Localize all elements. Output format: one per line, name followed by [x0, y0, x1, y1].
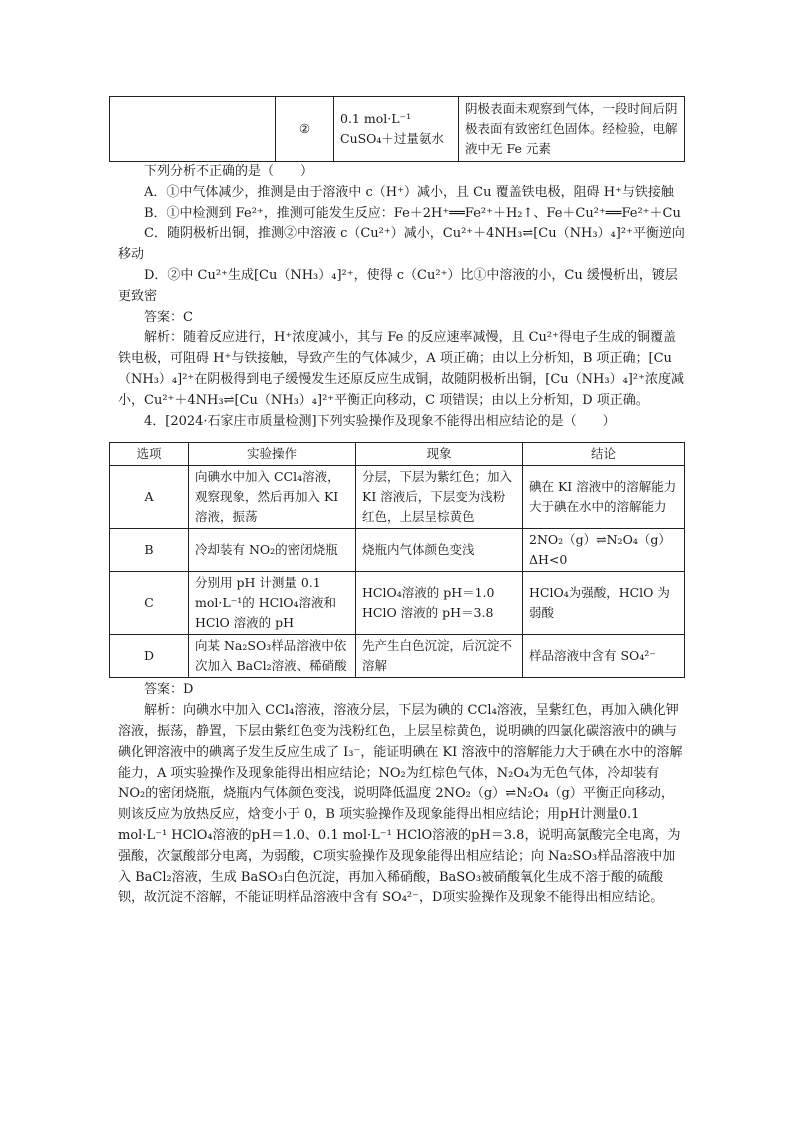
analysis: 解析：向碘水中加入 CCl₄溶液，溶液分层，下层为碘的 CCl₄溶液，呈紫红色，再加入碘化钾溶液，振荡，静置，下层由紫红色变为浅粉红色，上层呈棕黄色，说明碘的四氯化碳溶液中的碘与碘化钾溶液中的碘离子发生反应生成了 I₃⁻，能证明碘在 KI 溶液中的溶解能力大于碘在水中的溶解能力，A 项实验操作及现象能得出相应结论；NO₂为红棕色气体，N₂O₄为无色气体，冷却装有 NO₂的密闭烧瓶，烧瓶内气体颜色变浅，说明降低温度 2NO₂（g）⇌N₂O₄（g）平衡正向移动，则该反应为放热反应，焓变小于 0，B 项实验操作及现象能得出相应结论；用pH计测量0.1 mol·L⁻¹ HClO₄溶液的pH＝1.0、0.1 mol·L⁻¹ HClO溶液的pH＝3.8，说明高氯酸完全电离，为强酸，次氯酸部分电离，为弱酸，C项实验操作及现象能得出相应结论；向 Na₂SO₃样品溶液中加入 BaCl₂溶液，生成 BaSO₃白色沉淀，再加入稀硝酸，BaSO₃被硝酸氧化生成不溶于酸的硫酸钡，故沉淀不溶解，不能证明样品溶液中含有 SO₄²⁻，D项实验操作及现象不能得出相应结论。 — [118, 703, 683, 906]
electrolysis-table-continued — [109, 96, 685, 162]
table-cell: 分层，下层为紫红色；加入 KI 溶液后，下层变为浅粉红色，上层呈棕黄色 — [356, 466, 523, 529]
analysis: 解析：随着反应进行，H⁺浓度减小，其与 Fe 的反应速率减慢，且 Cu²⁺得电子生成的铜覆盖铁电极，可阻碍 H⁺与铁接触，导致产生的气体减少，A 项正确；由以上分析知，B 项正确；[Cu（NH₃）₄]²⁺在阴极得到电子缓慢发生还原反应生成铜，故随阴极析出铜，[Cu（NH₃）₄]²⁺浓度减小，Cu²⁺＋4NH₃⇌[Cu（NH₃）₄]²⁺平衡正向移动，C 项错误；由以上分析知，D 项正确。 — [118, 330, 684, 408]
column-header: 结论 — [523, 443, 685, 466]
table-row — [110, 635, 685, 678]
option-b: B．①中检测到 Fe²⁺，推测可能发生反应：Fe＋2H⁺══Fe²⁺＋H₂↑、Fe＋Cu²⁺══Fe²⁺＋Cu — [144, 205, 681, 221]
question-stem: 下列分析不正确的是（ ） — [144, 164, 314, 179]
answer: 答案：D — [144, 682, 194, 698]
table-cell: 碘在 KI 溶液中的溶解能力大于碘在水中的溶解能力 — [523, 466, 685, 529]
question-stem: 4．[2024·石家庄市质量检测]下列实验操作及现象不能得出相应结论的是（ ） — [144, 413, 616, 429]
table-row — [110, 97, 685, 162]
option-d: D．②中 Cu²⁺生成[Cu（NH₃）₄]²⁺，使得 c（Cu²⁺）比①中溶液的小，Cu 缓慢析出，镀层更致密 — [118, 267, 678, 304]
table-cell: 向某 Na₂SO₃样品溶液中依次加入 BaCl₂溶液、稀硝酸 — [189, 635, 356, 678]
table-cell: A — [110, 466, 189, 529]
table-cell: 烧瓶内气体颜色变浅 — [356, 529, 523, 572]
experiment-table — [109, 442, 685, 678]
table-cell: 冷却装有 NO₂的密闭烧瓶 — [189, 529, 356, 572]
table-cell: 2NO₂（g）⇌N₂O₄（g） ΔH<0 — [523, 529, 685, 572]
table-cell: ② — [276, 97, 334, 162]
column-header: 实验操作 — [189, 443, 356, 466]
table-header-row — [110, 443, 685, 466]
table-cell: 先产生白色沉淀，后沉淀不溶解 — [356, 635, 523, 678]
table-cell: 样品溶液中含有 SO₄²⁻ — [523, 635, 685, 678]
table-cell: 0.1 mol·L⁻¹ CuSO₄＋过量氨水 — [334, 97, 459, 162]
table-cell: D — [110, 635, 189, 678]
table-cell: 分别用 pH 计测量 0.1 mol·L⁻¹的 HClO₄溶液和 HClO 溶液的 pH — [189, 572, 356, 635]
document-body — [118, 162, 686, 909]
table-row — [110, 572, 685, 635]
table-cell: B — [110, 529, 189, 572]
table-cell: 阴极表面未观察到气体，一段时间后阴极表面有致密红色固体。经检验，电解液中无 Fe 元素 — [459, 97, 685, 162]
column-header: 现象 — [356, 443, 523, 466]
table-cell: HClO₄溶液的 pH＝1.0 HClO 溶液的 pH＝3.8 — [356, 572, 523, 635]
table-cell: 向碘水中加入 CCl₄溶液，观察现象，然后再加入 KI 溶液，振荡 — [189, 466, 356, 529]
table-row — [110, 529, 685, 572]
table-cell — [110, 97, 276, 162]
column-header: 选项 — [110, 443, 189, 466]
table-row — [110, 466, 685, 529]
option-a: A．①中气体减少，推测是由于溶液中 c（H⁺）减小，且 Cu 覆盖铁电极，阻碍 H⁺与铁接触 — [144, 184, 674, 200]
table-cell: C — [110, 572, 189, 635]
table-cell: HClO₄为强酸，HClO 为弱酸 — [523, 572, 685, 635]
answer: 答案：C — [144, 309, 193, 325]
option-c: C．随阴极析出铜，推测②中溶液 c（Cu²⁺）减小，Cu²⁺＋4NH₃⇌[Cu（NH₃）₄]²⁺平衡逆向移动 — [118, 226, 685, 263]
